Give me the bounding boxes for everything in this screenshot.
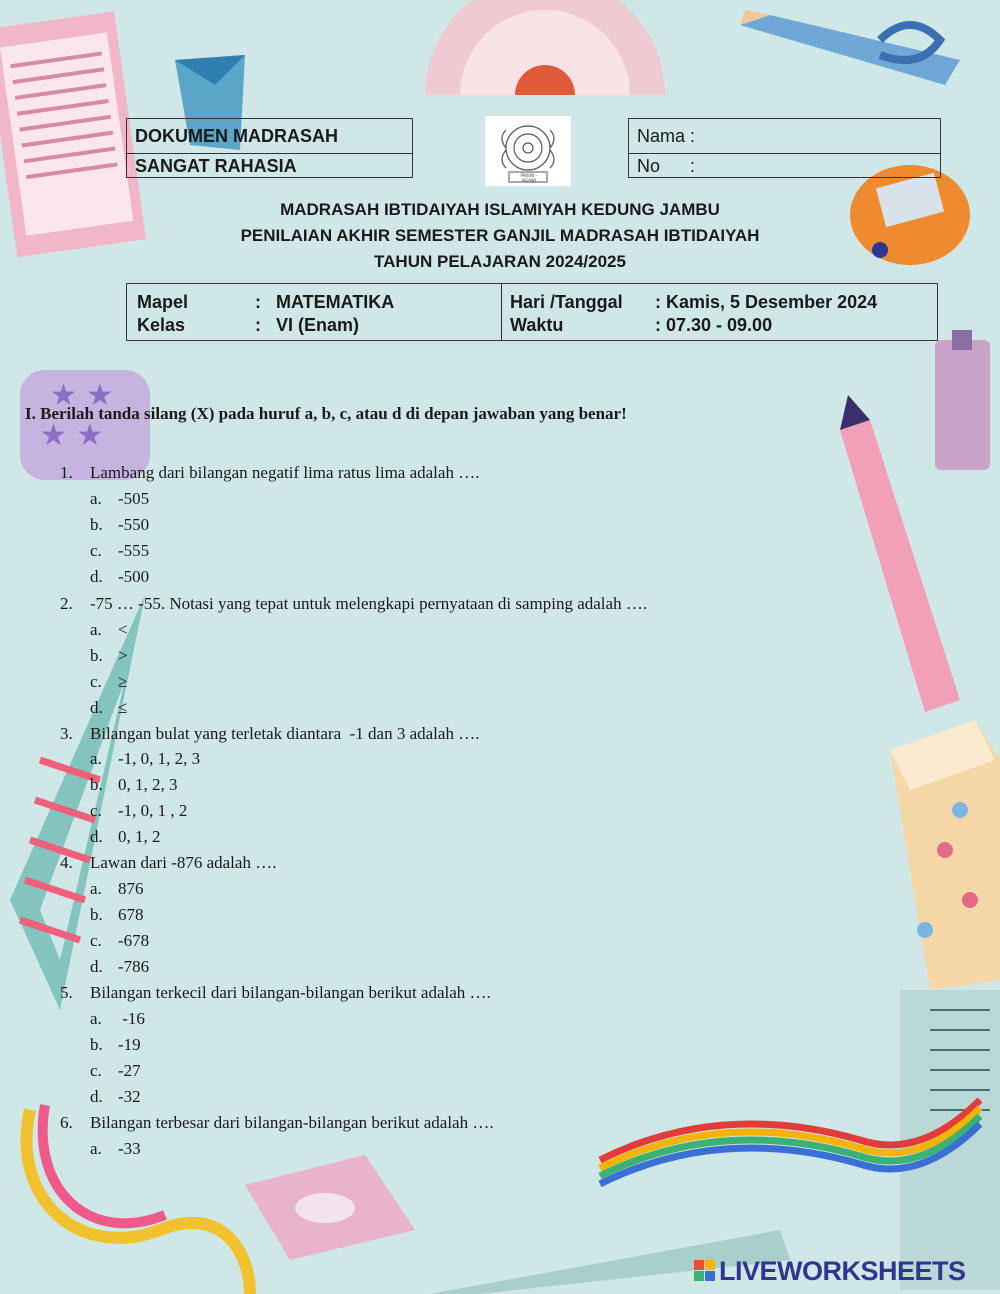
option-letter: a.	[90, 1139, 102, 1158]
pencil-top-right-illustration	[740, 10, 960, 85]
question-number: 6.	[60, 1113, 73, 1132]
option-value: -33	[118, 1139, 141, 1158]
academic-year-title: TAHUN PELAJARAN 2024/2025	[374, 252, 626, 271]
question-text: Bilangan terkecil dari bilangan-bilangan berikut adalah ….	[90, 983, 491, 1002]
option-letter: d.	[90, 698, 103, 717]
school-logo	[485, 116, 571, 186]
option-value: >	[118, 646, 128, 665]
option-letter: c.	[90, 672, 102, 691]
logo-caption: PARON – NGAWI	[520, 173, 538, 183]
date-value: : Kamis, 5 Desember 2024	[655, 292, 878, 312]
option-value: -500	[118, 567, 150, 586]
curly-pencil-illustration	[27, 1105, 250, 1294]
option-value: -1, 0, 1 , 2	[118, 801, 188, 820]
option-letter: a.	[90, 620, 102, 639]
option-value: 678	[118, 905, 144, 924]
option-value: 0, 1, 2	[118, 827, 161, 846]
exam-info-table	[126, 283, 938, 341]
option-letter: b.	[90, 1035, 103, 1054]
question-number: 2.	[60, 594, 73, 613]
marker-illustration	[935, 330, 990, 470]
question-text: Lawan dari -876 adalah ….	[90, 853, 277, 872]
document-classification-table	[126, 118, 413, 178]
option-letter: b.	[90, 775, 103, 794]
option-value: -505	[118, 489, 150, 508]
option-value: -16	[118, 1009, 145, 1028]
question-number: 3.	[60, 724, 73, 743]
question-text: Bilangan terbesar dari bilangan-bilangan berikut adalah ….	[90, 1113, 494, 1132]
school-title: MADRASAH IBTIDAIYAH ISLAMIYAH KEDUNG JAMBU	[280, 200, 720, 219]
subject-value: : MATEMATIKA	[255, 292, 395, 312]
protractor-illustration	[425, 0, 665, 95]
notebook-illustration	[0, 11, 146, 257]
question-number: 5.	[60, 983, 73, 1002]
svg-text:★ ★: ★ ★	[50, 378, 114, 413]
option-value: 876	[118, 879, 144, 898]
option-value: -1, 0, 1, 2, 3	[118, 749, 201, 768]
option-letter: c.	[90, 931, 102, 950]
option-value: <	[118, 620, 128, 639]
option-letter: a.	[90, 1009, 102, 1028]
liveworksheets-watermark	[694, 1256, 966, 1286]
student-identity-table	[628, 118, 941, 178]
question-text: Bilangan bulat yang terletak diantara -1 dan 3 adalah ….	[90, 724, 480, 743]
option-letter: c.	[90, 541, 102, 560]
info-divider	[501, 284, 502, 340]
option-letter: a.	[90, 879, 102, 898]
subject-label: Mapel	[137, 292, 189, 312]
watermark-text: LIVEWORKSHEETS	[719, 1255, 966, 1286]
eraser-bottom-illustration	[245, 1155, 415, 1260]
question-number: 4.	[60, 853, 73, 872]
number-field-label: No :	[637, 155, 696, 176]
date-label: Hari /Tanggal	[510, 292, 623, 312]
option-value: -27	[118, 1061, 141, 1080]
document-label: DOKUMEN MADRASAH	[127, 119, 412, 154]
option-letter: d.	[90, 567, 103, 586]
section-instruction: I. Berilah tanda silang (X) pada huruf a, b, c, atau d di depan jawaban yang benar!	[25, 404, 627, 423]
option-letter: b.	[90, 646, 103, 665]
class-value: : VI (Enam)	[255, 315, 360, 335]
name-field-label: Nama :	[629, 119, 940, 154]
question-text: Lambang dari bilangan negatif lima ratus lima adalah ….	[90, 463, 480, 482]
option-value: ≤	[118, 698, 128, 717]
option-value: -678	[118, 931, 150, 950]
option-value: -555	[118, 541, 150, 560]
option-letter: b.	[90, 905, 103, 924]
flower-box-illustration	[890, 720, 1000, 990]
secret-label: SANGAT RAHASIA	[135, 155, 297, 176]
question-number: 1.	[60, 463, 73, 482]
time-label: Waktu	[510, 315, 564, 335]
option-letter: b.	[90, 515, 103, 534]
option-letter: d.	[90, 1087, 103, 1106]
option-letter: a.	[90, 749, 102, 768]
question-text: -75 … -55. Notasi yang tepat untuk melengkapi pernyataan di samping adalah ….	[90, 594, 648, 613]
liveworksheets-logo-icon	[694, 1260, 716, 1282]
option-letter: a.	[90, 489, 102, 508]
svg-text:★ ★: ★ ★	[40, 418, 104, 453]
option-value: -19	[118, 1035, 141, 1054]
class-label: Kelas	[137, 315, 186, 335]
option-letter: c.	[90, 1061, 102, 1080]
option-letter: d.	[90, 827, 103, 846]
option-value: -32	[118, 1087, 141, 1106]
option-value: ≥	[118, 672, 128, 691]
option-value: -550	[118, 515, 150, 534]
option-value: -786	[118, 957, 150, 976]
option-letter: d.	[90, 957, 103, 976]
option-value: 0, 1, 2, 3	[118, 775, 178, 794]
exam-title: PENILAIAN AKHIR SEMESTER GANJIL MADRASAH IBTIDAIYAH	[240, 226, 760, 245]
option-letter: c.	[90, 801, 102, 820]
time-value: : 07.30 - 09.00	[655, 315, 773, 335]
